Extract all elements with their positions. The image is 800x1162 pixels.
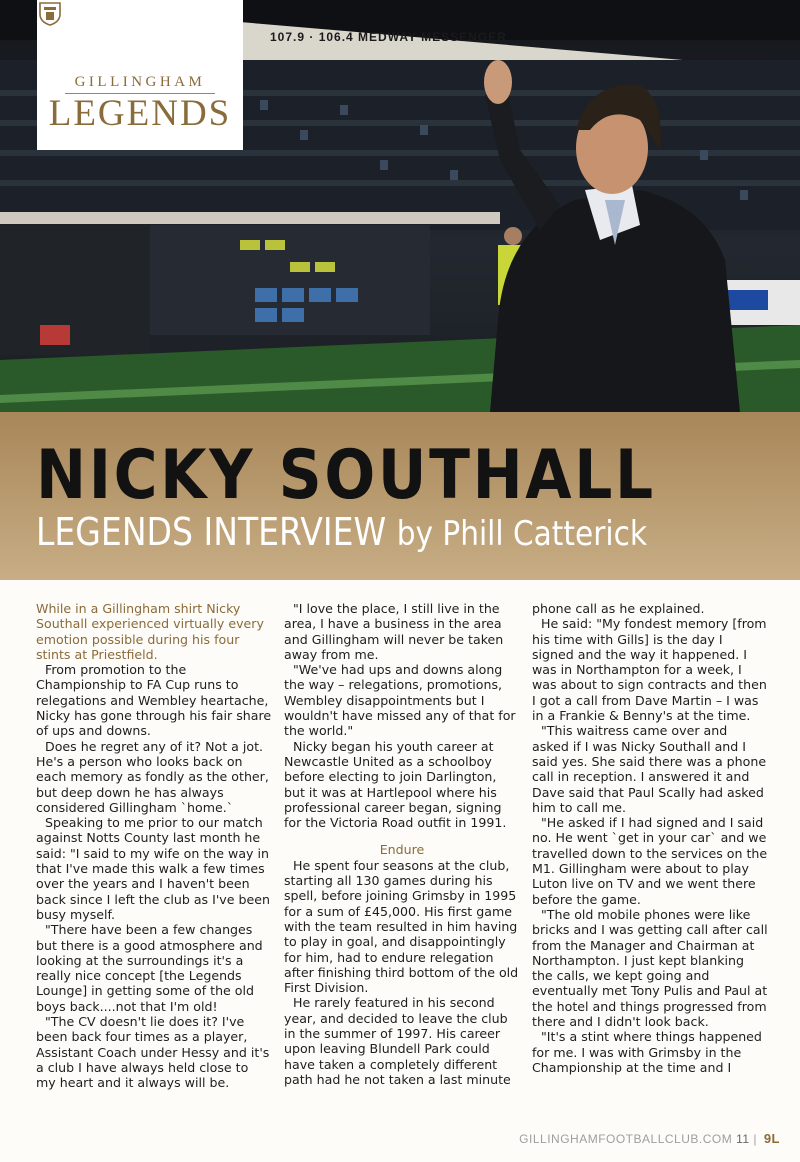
paragraph: He rarely featured in his second year, and decided to leave the club in the summer of 1997. His career upon leaving Blundell Park could have taken a completely different path had he not taken a last minute [284, 995, 511, 1087]
article-body [36, 601, 766, 1106]
column-3 [532, 601, 768, 1106]
byline: by Phill Catterick [396, 514, 647, 554]
logo-club-name: GILLINGHAM [74, 74, 206, 90]
paragraph: "This waitress came over and asked if I was Nicky Southall and I said yes. She said there was a phone call in reception. I answered it and Dave said that Paul Scally had asked him to call me. [532, 723, 767, 815]
subtitle-label: LEGENDS INTERVIEW [36, 510, 387, 554]
article-title: NICKY SOUTHALL [36, 436, 656, 515]
paragraph: He spent four seasons at the club, starting all 130 games during his spell, before joining Grimsby in 1995 for a sum of £45,000. His first game with the team resulted in him having to play in goal, and disappointingly for him, had to endure relegation after finishing third bottom of the old First Division. [284, 857, 519, 996]
article-subtitle [36, 510, 647, 554]
stadium-banner-text: 107.9 · 106.4 MEDWAY MESSENGER [270, 30, 507, 44]
section-subhead: Endure [379, 842, 425, 858]
paragraph: Does he regret any of it? Not a jot. He's a person who looks back on each memory as fondly as the other, but deep down he has always considered Gillingham `home.` [36, 738, 269, 815]
paragraph: "The CV doesn't lie does it? I've been back four times as a player, Assistant Coach under Hessy and it's a club I have always held close to my heart and it always will be. [36, 1014, 270, 1091]
paragraph: "It's a stint where things happened for me. I was with Grimsby in the Championship at the time and I [532, 1029, 762, 1075]
hero-photo [0, 0, 800, 412]
page-number: 11 [736, 1132, 750, 1146]
paragraph: "The old mobile phones were like bricks and I was getting call after call from the Manager and Chairman at Northampton. I just kept blanking the calls, we kept going and eventually met Tony Pulis and Paul at the hotel and things progressed from there and I didn't look back. [532, 906, 768, 1030]
paragraph: phone call as he explained. [532, 601, 705, 616]
paragraph: "We've had ups and downs along the way – relegations, promotions, Wembley disappointments but I wouldn't have missed any of that for the world." [284, 662, 516, 739]
footer-mark-icon: 9L [763, 1131, 780, 1146]
paragraph: "I love the place, I still live in the area, I have a business in the area and Gillingham will never be taken away from me. [284, 601, 504, 662]
paragraph: "There have been a few changes but there is a good atmosphere and looking at the surroundings it's a really nice concept [the Legends Lounge] in getting some of the old boys back....not that I'm old! [36, 922, 263, 1014]
logo-legends-word: LEGENDS [48, 93, 232, 134]
column-1 [36, 601, 272, 1106]
footer-website: GILLINGHAMFOOTBALLCLUB.COM [519, 1132, 733, 1146]
column-2 [284, 601, 520, 1106]
intro-paragraph: While in a Gillingham shirt Nicky Southall experienced virtually every emotion possible during his four stints at Priestfield. [36, 601, 264, 662]
paragraph: He said: "My fondest memory [from his time with Gills] is the day I signed and the way it happened. I was in Northampton for a week, I was about to sign contracts and then I got a call from Dave Martin – I was in a Frankie & Benny's at the time. [532, 616, 767, 724]
paragraph: From promotion to the Championship to FA Cup runs to relegations and Wembley heartache, Nicky has gone through his fair share of ups and downs. [36, 662, 272, 739]
paragraph: "He asked if I had signed and I said no. He went `get in your car` and we travelled down to the services on the M1. Gillingham were about to play Luton live on TV and we went there before the game. [532, 815, 768, 907]
paragraph: Speaking to me prior to our match against Notts County last month he said: "I said to my wife on the way in that I've made this walk a few times over the years and I haven't been back since I left the club as I've been busy myself. [36, 815, 270, 922]
page-footer: GILLINGHAMFOOTBALLCLUB.COM 11 | 9L [519, 1131, 780, 1146]
gillingham-crest-icon [37, 0, 63, 26]
paragraph: Nicky began his youth career at Newcastle United as a schoolboy before electing to join Darlington, but it was at Hartlepool where his professional career began, signing for the Victoria Road outfit in 1991. [284, 738, 507, 831]
gillingham-legends-logo [37, 0, 243, 150]
